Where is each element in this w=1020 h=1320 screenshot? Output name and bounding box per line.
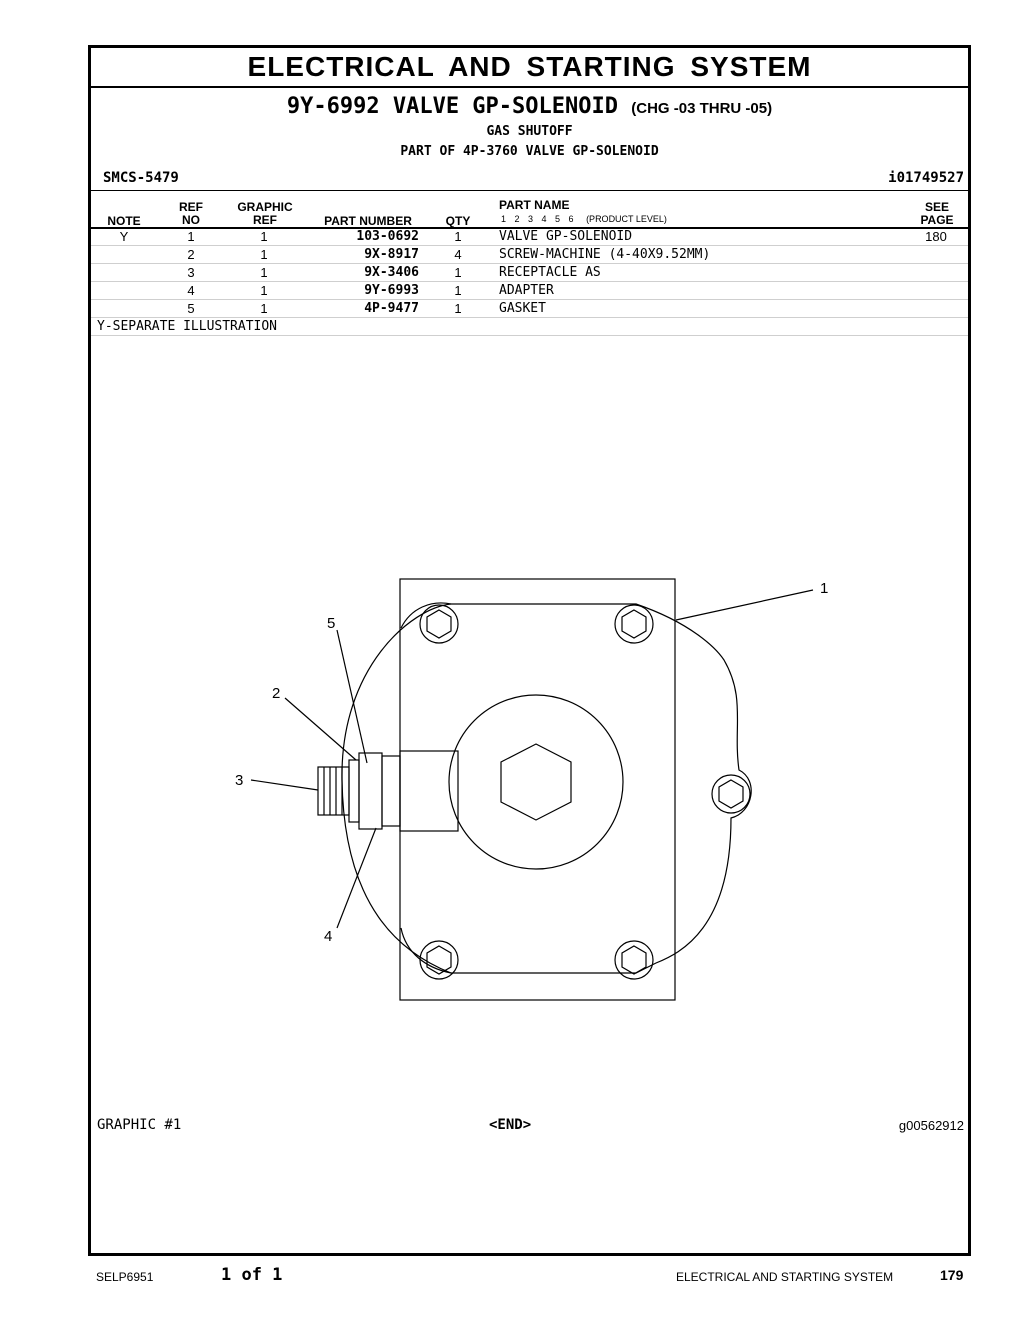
cell-qty: 1	[454, 301, 462, 316]
col-ref-top: REF	[179, 200, 203, 214]
cell-ref: 1	[187, 229, 195, 244]
col-ref-bottom: NO	[182, 213, 200, 227]
graphic-label: GRAPHIC #1	[97, 1117, 182, 1133]
cell-qty: 4	[454, 247, 462, 262]
page-frame	[88, 45, 971, 1256]
cell-part-name: SCREW-MACHINE (4-40X9.52MM)	[499, 247, 711, 262]
cell-note: Y	[119, 229, 129, 244]
leader-3	[251, 780, 318, 790]
body-lobe	[401, 603, 451, 628]
callout-4: 4	[324, 928, 333, 945]
footer-page-of: 1 of 1	[221, 1265, 283, 1285]
cell-part-name: VALVE GP-SOLENOID	[499, 229, 633, 244]
page-title: ELECTRICAL AND STARTING SYSTEM	[91, 48, 968, 88]
cell-ref: 4	[187, 283, 195, 298]
body-lobe	[401, 928, 451, 973]
cell-ref: 3	[187, 265, 195, 280]
center-hex-nut	[501, 744, 571, 820]
cell-part-number: 4P-9477	[364, 301, 419, 316]
col-part-number: PART NUMBER	[324, 214, 412, 228]
cell-ref: 2	[187, 247, 195, 262]
table-footnote: Y-SEPARATE ILLUSTRATION	[97, 319, 278, 334]
cell-graphic-ref: 1	[260, 247, 268, 262]
col-see-bottom: PAGE	[920, 213, 954, 227]
solenoid-valve-drawing	[91, 48, 968, 1253]
footer-section: ELECTRICAL AND STARTING SYSTEM	[676, 1270, 894, 1284]
cell-qty: 1	[454, 229, 462, 244]
group-title: 9Y-6992 VALVE GP-SOLENOID	[286, 94, 619, 119]
receptacle-body	[318, 767, 349, 815]
cell-ref: 5	[187, 301, 195, 316]
change-range: (CHG -03 THRU -05)	[631, 100, 773, 117]
cell-see-page: 180	[925, 229, 947, 244]
callout-2: 2	[272, 685, 281, 702]
leader-1	[676, 590, 813, 620]
valve-body	[342, 604, 751, 973]
cell-part-name: GASKET	[499, 301, 546, 316]
col-part-name: PART NAME	[499, 198, 570, 212]
bolt-right	[712, 775, 750, 813]
col-graphic-bottom: REF	[253, 213, 277, 227]
col-see-top: SEE	[924, 200, 949, 214]
leader-4	[337, 828, 376, 928]
product-level-numbers: 1 2 3 4 5 6	[501, 214, 574, 224]
cell-part-number: 103-0692	[356, 229, 419, 244]
part-of-line: PART OF 4P-3760 VALVE GP-SOLENOID	[400, 144, 659, 159]
col-graphic-top: GRAPHIC	[237, 200, 293, 214]
bolt-top-left	[420, 605, 458, 643]
gasket	[359, 753, 382, 829]
cell-graphic-ref: 1	[260, 265, 268, 280]
cell-part-number: 9X-3406	[364, 265, 419, 280]
receptacle-flange	[349, 760, 359, 822]
product-level-label: (PRODUCT LEVEL)	[586, 214, 667, 224]
col-note: NOTE	[107, 214, 141, 228]
cell-qty: 1	[454, 265, 462, 280]
cell-graphic-ref: 1	[260, 229, 268, 244]
cell-graphic-ref: 1	[260, 301, 268, 316]
adapter-flange	[382, 756, 400, 826]
end-marker: <END>	[489, 1117, 532, 1133]
cell-part-name: RECEPTACLE AS	[499, 265, 601, 280]
footer-page-number: 179	[940, 1267, 964, 1283]
cell-graphic-ref: 1	[260, 283, 268, 298]
callout-5: 5	[327, 615, 336, 632]
footer-doc-number: SELP6951	[96, 1270, 154, 1284]
leader-2	[285, 698, 356, 760]
col-qty: QTY	[445, 214, 471, 228]
mounting-plate	[400, 579, 675, 1000]
smcs-code: SMCS-5479	[103, 170, 179, 186]
bolt-top-right	[615, 605, 653, 643]
group-subtitle: GAS SHUTOFF	[486, 124, 573, 139]
cell-part-name: ADAPTER	[499, 283, 554, 298]
cell-qty: 1	[454, 283, 462, 298]
cell-part-number: 9Y-6993	[364, 283, 419, 298]
graphic-id: g00562912	[898, 1118, 964, 1133]
coil-housing	[449, 695, 623, 869]
leader-5	[337, 630, 367, 763]
cell-part-number: 9X-8917	[364, 247, 419, 262]
callout-1: 1	[820, 580, 829, 597]
callout-3: 3	[235, 772, 244, 789]
document-id: i01749527	[888, 170, 964, 186]
